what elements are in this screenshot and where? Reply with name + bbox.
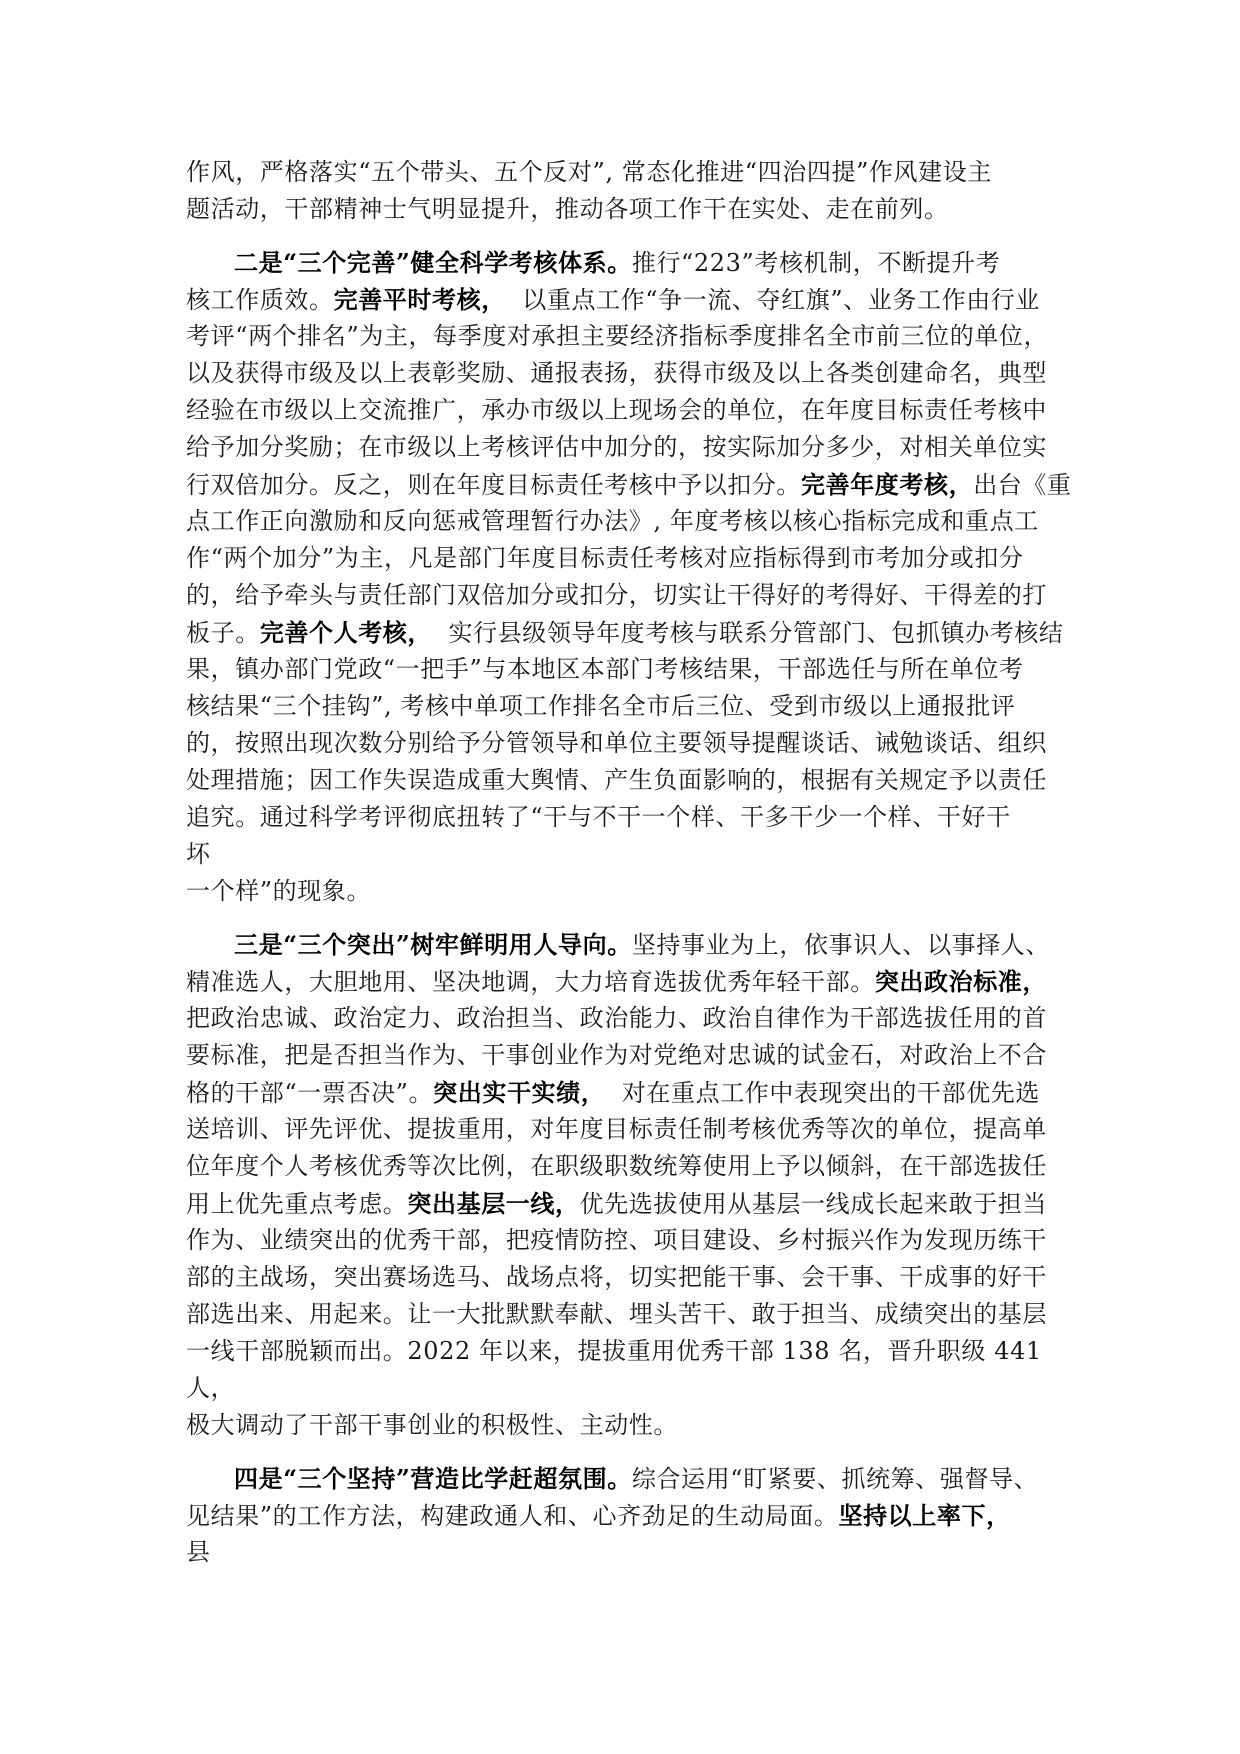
text-line: 经验在市级以上交流推广，承办市级以上现场会的单位，在年度目标责任考核中 <box>186 396 1047 424</box>
text-line: 位年度个人考核优秀等次比例，在职级职数统筹使用上予以倾斜，在干部选拔任 <box>186 1152 1047 1180</box>
section-heading: 三是“三个突出”树牢鲜明用人导向。 <box>234 930 632 959</box>
subheading: 完善个人考核， <box>259 618 433 647</box>
text-line: 核工作质效。完善平时考核， 以重点工作“争一流、夺红旗”、业务工作由行业 <box>186 285 1041 314</box>
text-line: 部选出来、用起来。让一大批默默奉献、埋头苦干、敢于担当、成绩突出的基层 <box>186 1300 1047 1328</box>
text-line: 见结果”的工作方法，构建政通人和、心齐劲足的生动局面。坚持以上率下， <box>186 1501 1011 1530</box>
text-line: 处理措施；因工作失误造成重大舆情、产生负面影响的，根据有关规定予以责任 <box>186 766 1047 794</box>
subheading: 突出政治标准， <box>874 967 1048 996</box>
document-body <box>186 154 1072 1571</box>
text-line: 三是“三个突出”树牢鲜明用人导向。坚持事业为上，依事识人、以事择人、 <box>234 930 1051 959</box>
text-line: 极大调动了干部干事创业的积极性、主动性。 <box>186 1411 678 1439</box>
text-line: 县 <box>186 1538 211 1566</box>
text-line: 的，给予牵头与责任部门双倍加分或扣分，切实让干得好的考得好、干得差的打 <box>186 581 1047 609</box>
text-line: 的，按照出现次数分别给予分管领导和单位主要领导提醒谈话、诫勉谈话、组织 <box>186 729 1047 757</box>
text-line: 作风，严格落实“五个带头、五个反对”, 常态化推进“四治四提”作风建设主 <box>186 158 992 186</box>
text-line: 要标准，把是否担当作为、干事创业作为对党绝对忠诚的试金石，对政治上不合 <box>186 1041 1047 1069</box>
text-line: 题活动，干部精神士气明显提升，推动各项工作干在实处、走在前列。 <box>186 195 949 223</box>
text-line: 行双倍加分。反之，则在年度目标责任考核中予以扣分。完善年度考核，出台《重 <box>186 470 1072 499</box>
text-line: 四是“三个坚持”营造比学赶超氛围。综合运用“盯紧要、抓统筹、强督导、 <box>234 1464 1039 1493</box>
section-heading: 二是“三个完善”健全科学考核体系。 <box>234 248 632 277</box>
text-line: 一个样”的现象。 <box>186 877 372 905</box>
text-line: 二是“三个完善”健全科学考核体系。推行“223”考核机制，不断提升考 <box>234 248 1001 277</box>
paragraph-4 <box>186 1460 1054 1571</box>
text-line: 精准选人，大胆地用、坚决地调，大力培育选拔优秀年轻干部。突出政治标准， <box>186 967 1048 996</box>
subheading: 完善年度考核， <box>801 470 974 499</box>
text-line: 坏 <box>186 840 211 868</box>
text-line: 用上优先重点考虑。突出基层一线，优先选拔使用从基层一线成长起来敢于担当 <box>186 1189 1048 1218</box>
subheading: 坚持以上率下， <box>838 1501 1011 1530</box>
text-line: 人， <box>186 1374 236 1402</box>
section-heading: 四是“三个坚持”营造比学赶超氛围。 <box>234 1464 632 1493</box>
text-line: 把政治忠诚、政治定力、政治担当、政治能力、政治自律作为干部选拔任用的首 <box>186 1004 1047 1032</box>
text-line: 果，镇办部门党政“一把手”与本地区本部门考核结果，干部选任与所在单位考 <box>186 655 1024 683</box>
paragraph-2 <box>186 244 1072 910</box>
paragraph-1 <box>186 154 1054 228</box>
text-line: 追究。通过科学考评彻底扭转了“干与不干一个样、干多干少一个样、干好干 <box>186 803 1011 831</box>
text-line: 送培训、评先评优、提拔重用，对年度目标责任制考核优秀等次的单位，提高单 <box>186 1115 1047 1143</box>
text-line: 部的主战场，突出赛场选马、战场点将，切实把能干事、会干事、干成事的好干 <box>186 1263 1047 1291</box>
text-line: 以及获得市级及以上表彰奖励、通报表扬，获得市级及以上各类创建命名，典型 <box>186 359 1047 387</box>
text-line: 作为、业绩突出的优秀干部，把疫情防控、项目建设、乡村振兴作为发现历练干 <box>186 1226 1047 1254</box>
text-line: 核结果“三个挂钩”, 考核中单项工作排名全市后三位、受到市级以上通报批评 <box>186 692 1016 720</box>
subheading: 突出基层一线， <box>407 1189 580 1218</box>
paragraph-3 <box>186 926 1054 1444</box>
text-line: 板子。完善个人考核， 实行县级领导年度考核与联系分管部门、包抓镇办考核结 <box>186 618 1064 647</box>
subheading: 突出实干实绩， <box>433 1078 606 1107</box>
subheading: 完善平时考核， <box>333 285 506 314</box>
text-line: 考评“两个排名”为主，每季度对承担主要经济指标季度排名全市前三位的单位， <box>186 322 1049 350</box>
text-line: 点工作正向激励和反向惩戒管理暂行办法》, 年度考核以核心指标完成和重点工 <box>186 507 1039 535</box>
text-line: 一线干部脱颖而出。2022 年以来，提拔重用优秀干部 138 名，晋升职级 441 <box>186 1337 1042 1365</box>
text-line: 作“两个加分”为主，凡是部门年度目标责任考核对应指标得到市考加分或扣分 <box>186 544 1024 572</box>
text-line: 格的干部“一票否决”。突出实干实绩， 对在重点工作中表现突出的干部优先选 <box>186 1078 1041 1107</box>
text-line: 给予加分奖励；在市级以上考核评估中加分的，按实际加分多少，对相关单位实 <box>186 433 1047 461</box>
